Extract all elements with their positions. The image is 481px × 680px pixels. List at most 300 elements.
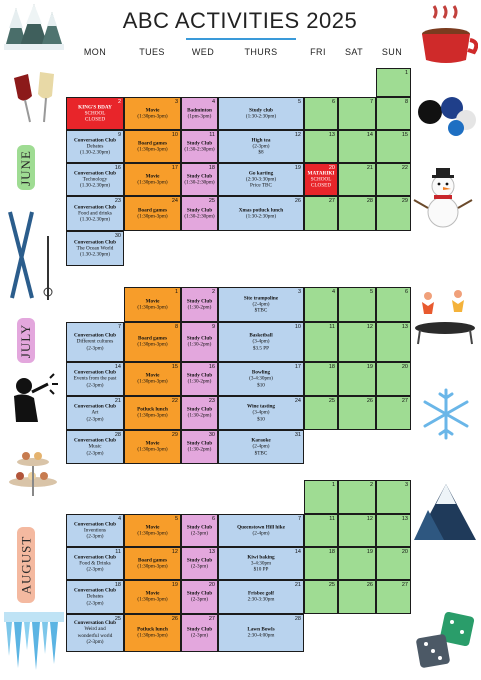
calendar-day-august-row3-sat xyxy=(338,580,376,614)
event-details xyxy=(184,173,215,186)
event-title: Study Club xyxy=(186,372,213,379)
event-title: Lawn Bowls xyxy=(247,626,275,633)
calendar-day-june-row4-wed xyxy=(181,196,218,231)
calendar-day-july-row3-sat xyxy=(338,362,376,396)
event-line: (1:30-2:30pm) xyxy=(245,113,277,120)
event-line: Price TBC xyxy=(250,182,272,189)
day-number: 26 xyxy=(366,582,373,588)
day-number: 19 xyxy=(366,549,373,555)
event-title: Study Club xyxy=(186,626,213,633)
event-line: (2-3pm) xyxy=(86,416,104,423)
calendar-day-august-row3-tue xyxy=(124,580,181,614)
day-number: 23 xyxy=(114,198,121,204)
day-number: 22 xyxy=(171,398,178,404)
event-line: (2-3pm) xyxy=(191,530,208,537)
event-details xyxy=(127,140,178,153)
day-number: 16 xyxy=(208,364,215,370)
day-header-mon: MON xyxy=(83,47,107,57)
day-number: 21 xyxy=(366,165,373,171)
day-number: 11 xyxy=(329,324,335,330)
day-number: 11 xyxy=(329,516,335,522)
calendar-day-august-row1-sun xyxy=(376,514,411,547)
calendar-day-august-row3-fri xyxy=(304,580,338,614)
day-header-wed: WED xyxy=(191,47,215,57)
day-number: 27 xyxy=(208,616,215,622)
event-details xyxy=(69,554,121,573)
day-number: 20 xyxy=(328,165,335,171)
day-number: 28 xyxy=(114,432,121,438)
event-line: (1:30pm-3pm) xyxy=(137,563,168,570)
calendar-day-june-row3-tue xyxy=(124,163,181,196)
calendar-day-june-row0-sun xyxy=(376,68,411,97)
calendar-day-july-row1-sat xyxy=(338,287,376,322)
event-title: Frisbee golf xyxy=(247,590,275,597)
event-title: Study Club xyxy=(186,298,213,305)
event-title: Conversation Club xyxy=(74,369,116,376)
event-details xyxy=(69,170,121,189)
calendar-day-july-row4-wed xyxy=(181,396,218,430)
calendar-day-july-row1-wed xyxy=(181,287,218,322)
event-line: (2-3pm) xyxy=(86,600,104,607)
calendar-day-july-row2-thu xyxy=(218,322,304,362)
event-details xyxy=(69,437,121,456)
event-line: (3-4:30pm) xyxy=(249,375,273,382)
day-number: 2 xyxy=(369,482,373,488)
calendar-day-august-row0-fri xyxy=(304,480,338,514)
event-details xyxy=(184,298,215,311)
day-number: 25 xyxy=(328,582,335,588)
event-line: (1:30pm-3pm) xyxy=(137,113,168,120)
day-number: 14 xyxy=(294,549,301,555)
calendar-day-june-row1-sat xyxy=(338,97,376,130)
calendar-day-june-row4-sat xyxy=(338,196,376,231)
day-number: 2 xyxy=(211,289,215,295)
day-number: 6 xyxy=(211,516,215,522)
event-line: (1pm-3pm) xyxy=(187,113,212,120)
day-number: 4 xyxy=(211,99,215,105)
calendar-day-june-row4-fri xyxy=(304,196,338,231)
event-line: (1:30pm-3pm) xyxy=(137,146,168,153)
event-details xyxy=(221,207,301,220)
calendar-day-july-row3-fri xyxy=(304,362,338,396)
event-line: (1:30pm-3pm) xyxy=(137,213,168,220)
event-details xyxy=(184,557,215,570)
event-details xyxy=(221,137,301,156)
event-details xyxy=(221,437,301,456)
calendar-day-august-row2-sun xyxy=(376,547,411,580)
event-line: (1:30-2pm) xyxy=(187,304,212,311)
day-number: 19 xyxy=(294,165,301,171)
calendar-day-june-row4-mon xyxy=(66,196,124,231)
calendar-day-july-row3-tue xyxy=(124,362,181,396)
calendar-day-august-row2-wed xyxy=(181,547,218,580)
day-number: 10 xyxy=(171,132,178,138)
day-number: 18 xyxy=(208,165,215,171)
day-number: 2 xyxy=(117,99,121,105)
day-number: 7 xyxy=(297,516,301,522)
event-details xyxy=(221,403,301,422)
calendar-day-august-row4-thu xyxy=(218,614,304,652)
calendar-day-june-row3-sun xyxy=(376,163,411,196)
event-details xyxy=(69,369,121,388)
event-line: 2:30-3:30pm xyxy=(247,597,275,603)
event-line: 3-4:30pm xyxy=(250,560,272,567)
calendar-day-july-row1-fri xyxy=(304,287,338,322)
calendar-day-june-row5-mon xyxy=(66,231,124,266)
day-number: 26 xyxy=(171,616,178,622)
calendar-day-august-row0-sun xyxy=(376,480,411,514)
event-details xyxy=(221,591,301,604)
calendar-day-june-row1-tue xyxy=(124,97,181,130)
event-line: (2-3pm) xyxy=(191,633,208,639)
day-number: 19 xyxy=(366,364,373,370)
event-title: Queenstown Hill hike xyxy=(237,524,285,531)
event-details xyxy=(221,627,301,640)
day-number: 30 xyxy=(114,233,121,239)
event-line: $TBC xyxy=(254,450,268,457)
event-line: (1:30-2pm) xyxy=(187,379,212,385)
day-number: 25 xyxy=(114,616,121,622)
event-line: (1:30-2:30pm) xyxy=(184,146,215,153)
icicles-icon xyxy=(4,612,64,672)
day-number: 10 xyxy=(294,324,301,330)
event-title: Potluck lunch xyxy=(137,626,168,633)
event-line: $10 xyxy=(257,416,265,423)
event-details xyxy=(127,524,178,537)
event-title: Bowling xyxy=(251,369,271,376)
event-line: The Ocean World xyxy=(76,245,114,252)
dice-icon xyxy=(414,610,478,672)
event-details xyxy=(69,239,121,258)
event-line: (2-3pm) xyxy=(86,533,104,540)
event-line: (2-4pm) xyxy=(252,443,270,450)
calendar-day-july-row5-mon xyxy=(66,430,124,464)
calendar-day-august-row2-thu xyxy=(218,547,304,580)
snowflake-icon xyxy=(418,386,474,442)
calendar-day-august-row2-fri xyxy=(304,547,338,580)
event-title: Conversation Club xyxy=(74,332,116,339)
event-title: Study Club xyxy=(186,173,213,180)
day-number: 13 xyxy=(208,549,215,555)
calendar-day-june-row1-wed xyxy=(181,97,218,130)
event-line: (2-3pm) xyxy=(252,143,270,150)
event-details xyxy=(69,104,121,123)
calendar-day-august-row3-mon xyxy=(66,580,124,614)
event-title: Study Club xyxy=(186,140,213,147)
event-details xyxy=(69,403,121,422)
event-details xyxy=(69,137,121,156)
event-details xyxy=(221,524,301,537)
day-number: 5 xyxy=(297,99,301,105)
event-title: Movie xyxy=(145,524,160,531)
calendar-day-july-row4-thu xyxy=(218,396,304,430)
day-number: 17 xyxy=(171,165,178,171)
event-details xyxy=(184,207,215,220)
calendar-day-august-row4-mon xyxy=(66,614,124,652)
day-number: 3 xyxy=(174,99,178,105)
day-number: 13 xyxy=(401,324,408,330)
event-title: Conversation Club xyxy=(74,437,116,444)
calendar-day-june-row1-mon xyxy=(66,97,124,130)
day-number: 3 xyxy=(297,289,301,295)
event-title: Movie xyxy=(145,298,160,305)
calendar-day-august-row1-tue xyxy=(124,514,181,547)
calendar-day-july-row3-thu xyxy=(218,362,304,396)
calendar-day-august-row3-sun xyxy=(376,580,411,614)
event-line: Debates xyxy=(86,593,104,600)
calendar-day-june-row4-sun xyxy=(376,196,411,231)
calendar-day-august-row4-tue xyxy=(124,614,181,652)
event-line: Weird and xyxy=(84,626,106,633)
event-title: Wine tasting xyxy=(246,403,275,410)
day-number: 7 xyxy=(117,324,121,330)
event-title: Study Club xyxy=(186,557,213,564)
mountain-icon xyxy=(414,480,478,546)
event-line: Inventions xyxy=(84,527,106,534)
calendar-day-august-row4-wed xyxy=(181,614,218,652)
event-line: CLOSED xyxy=(310,182,332,189)
calendar-day-july-row5-thu xyxy=(218,430,304,464)
day-number: 18 xyxy=(328,364,335,370)
day-number: 20 xyxy=(401,549,408,555)
event-line: SCHOOL xyxy=(84,110,106,117)
event-details xyxy=(69,587,121,606)
event-details xyxy=(69,620,121,646)
day-number: 9 xyxy=(211,324,215,330)
day-number: 29 xyxy=(171,432,178,438)
event-details xyxy=(221,107,301,120)
event-details xyxy=(127,441,178,454)
event-details xyxy=(127,407,178,420)
day-number: 29 xyxy=(401,198,408,204)
event-line: Art xyxy=(91,409,99,416)
event-line: (1:30pm-3pm) xyxy=(137,304,168,311)
event-line: (1.30-2.30pm) xyxy=(80,149,110,156)
event-line: $10 PP xyxy=(253,566,269,573)
day-number: 6 xyxy=(331,99,335,105)
calendar-day-june-row1-fri xyxy=(304,97,338,130)
calendar-day-july-row1-thu xyxy=(218,287,304,322)
day-header-sat: SAT xyxy=(344,47,364,57)
event-details xyxy=(184,140,215,153)
calendar-day-july-row5-wed xyxy=(181,430,218,464)
calendar-day-june-row1-sun xyxy=(376,97,411,130)
event-line: (1:30pm-3pm) xyxy=(137,342,168,348)
calendar-day-june-row2-tue xyxy=(124,130,181,163)
snowy-trees-icon xyxy=(4,4,64,50)
event-line: (1:30pm-3pm) xyxy=(137,633,168,639)
event-title: Study Club xyxy=(186,524,213,531)
title-underline xyxy=(186,38,296,40)
snowman-icon xyxy=(410,164,476,230)
calendar-day-july-row2-fri xyxy=(304,322,338,362)
day-number: 9 xyxy=(117,132,121,138)
calendar-day-july-row4-fri xyxy=(304,396,338,430)
wine-glasses-icon xyxy=(6,64,64,130)
day-number: 8 xyxy=(404,99,408,105)
event-line: (2-3pm) xyxy=(86,639,104,646)
calendar-day-july-row4-mon xyxy=(66,396,124,430)
calendar-day-august-row1-wed xyxy=(181,514,218,547)
month-label-june: JUNE xyxy=(17,145,35,190)
day-header-thurs: THURS xyxy=(244,47,278,57)
event-line: wonderful world xyxy=(77,633,113,639)
calendar-day-august-row2-mon xyxy=(66,547,124,580)
day-number: 21 xyxy=(294,582,301,588)
event-title: Go karting xyxy=(248,169,274,176)
calendar-day-august-row3-wed xyxy=(181,580,218,614)
event-line: (1:30pm-3pm) xyxy=(137,379,168,385)
event-line: (2-3pm) xyxy=(86,345,104,352)
event-title: Movie xyxy=(145,107,160,114)
day-number: 30 xyxy=(208,432,215,438)
day-number: 17 xyxy=(294,364,301,370)
event-details xyxy=(127,336,178,349)
event-title: Potluck lunch xyxy=(137,406,168,413)
event-title: Movie xyxy=(145,372,160,379)
day-header-sun: SUN xyxy=(381,47,403,57)
karaoke-singer-icon xyxy=(4,372,60,428)
calendar-day-july-row4-sun xyxy=(376,396,411,430)
calendar-day-june-row3-thu xyxy=(218,163,304,196)
day-number: 11 xyxy=(115,549,121,555)
event-line: (2-3pm) xyxy=(191,597,208,603)
calendar-day-july-row2-tue xyxy=(124,322,181,362)
calendar-day-june-row2-mon xyxy=(66,130,124,163)
event-details xyxy=(127,298,178,311)
event-title: Movie xyxy=(145,590,160,597)
day-header-fri: FRI xyxy=(310,47,326,57)
day-number: 14 xyxy=(366,132,373,138)
calendar-day-july-row2-sat xyxy=(338,322,376,362)
day-number: 15 xyxy=(401,132,408,138)
day-number: 22 xyxy=(401,165,408,171)
event-title: Conversation Club xyxy=(74,203,116,210)
calendar-day-july-row3-sun xyxy=(376,362,411,396)
event-line: Technology xyxy=(82,176,108,183)
calendar-day-july-row1-tue xyxy=(124,287,181,322)
calendar-day-june-row1-thu xyxy=(218,97,304,130)
event-title: Badminton xyxy=(187,107,212,114)
event-line: (1:30pm-3pm) xyxy=(137,447,168,453)
event-title: Board games xyxy=(138,207,167,214)
day-number: 26 xyxy=(294,198,301,204)
day-number: 18 xyxy=(328,549,335,555)
calendar-day-july-row2-wed xyxy=(181,322,218,362)
day-number: 7 xyxy=(369,99,373,105)
event-line: (2-3pm) xyxy=(191,563,208,570)
event-title: Study Club xyxy=(186,440,213,447)
event-details xyxy=(221,295,301,314)
calendar-day-june-row4-tue xyxy=(124,196,181,231)
calendar-day-august-row2-sat xyxy=(338,547,376,580)
day-number: 3 xyxy=(404,482,408,488)
event-line: Food & Drinks xyxy=(79,560,111,567)
event-line: $10 xyxy=(257,382,265,389)
event-line: 2:30-4:00pm xyxy=(247,633,275,639)
event-line: (3-4pm) xyxy=(252,409,270,416)
day-number: 15 xyxy=(171,364,178,370)
event-title: Conversation Club xyxy=(74,136,116,143)
event-title: High tea xyxy=(251,136,271,143)
event-title: Basketball xyxy=(249,332,273,339)
day-number: 13 xyxy=(401,516,408,522)
event-line: (1:30pm-3pm) xyxy=(137,179,168,186)
event-line: $3.5 PP xyxy=(252,345,270,352)
event-line: Events from the past xyxy=(73,375,117,382)
event-details xyxy=(184,407,215,420)
calendar-day-june-row3-wed xyxy=(181,163,218,196)
calendar-day-august-row1-sat xyxy=(338,514,376,547)
day-number: 5 xyxy=(369,289,373,295)
day-header-tues: TUES xyxy=(139,47,165,57)
day-number: 11 xyxy=(209,132,215,138)
calendar-day-june-row3-sat xyxy=(338,163,376,196)
calendar-day-july-row3-mon xyxy=(66,362,124,396)
day-number: 6 xyxy=(404,289,408,295)
event-title: Conversation Club xyxy=(74,553,116,560)
day-number: 24 xyxy=(294,398,301,404)
event-line: (2-4pm) xyxy=(252,530,270,537)
calendar-day-august-row2-tue xyxy=(124,547,181,580)
event-details xyxy=(127,373,178,386)
calendar-day-june-row2-sat xyxy=(338,130,376,163)
event-line: (2-4pm) xyxy=(252,301,270,308)
event-details xyxy=(184,524,215,537)
day-number: 4 xyxy=(331,289,335,295)
event-title: KING'S BDAY xyxy=(78,103,112,110)
day-number: 8 xyxy=(174,324,178,330)
calendar-day-june-row2-sun xyxy=(376,130,411,163)
event-title: Study Club xyxy=(186,590,213,597)
day-number: 23 xyxy=(208,398,215,404)
event-details xyxy=(127,207,178,220)
event-details xyxy=(127,173,178,186)
month-label-july: JULY xyxy=(17,318,35,363)
calendar-day-june-row2-wed xyxy=(181,130,218,163)
event-title: Study Club xyxy=(186,207,213,214)
calendar-day-june-row2-fri xyxy=(304,130,338,163)
day-number: 28 xyxy=(366,198,373,204)
calendar-day-july-row4-sat xyxy=(338,396,376,430)
event-title: Karaoke xyxy=(251,437,271,444)
calendar-day-july-row5-tue xyxy=(124,430,181,464)
event-line: (1:30-2:30pm) xyxy=(184,213,215,220)
calendar-day-july-row3-wed xyxy=(181,362,218,396)
event-details xyxy=(127,107,178,120)
event-title: Conversation Club xyxy=(74,169,116,176)
event-title: Board games xyxy=(138,335,167,342)
calendar-day-august-row3-thu xyxy=(218,580,304,614)
calendar-day-june-row2-thu xyxy=(218,130,304,163)
event-title: MATARIKI xyxy=(307,169,335,176)
day-number: 5 xyxy=(174,516,178,522)
event-details xyxy=(127,591,178,604)
event-details xyxy=(69,204,121,223)
event-title: Conversation Club xyxy=(74,403,116,410)
event-details xyxy=(184,441,215,454)
skis-icon xyxy=(4,208,56,302)
event-line: (1:30-2pm) xyxy=(187,413,212,419)
event-line: (1:30-2pm) xyxy=(187,342,212,348)
event-title: Movie xyxy=(145,440,160,447)
event-title: Study club xyxy=(249,107,273,114)
event-line: $8 xyxy=(258,149,264,156)
bowling-balls-icon xyxy=(416,94,478,138)
event-line: (1.30-2.30pm) xyxy=(80,251,110,258)
event-title: Board games xyxy=(138,140,167,147)
event-line: (2-3pm) xyxy=(86,450,104,457)
